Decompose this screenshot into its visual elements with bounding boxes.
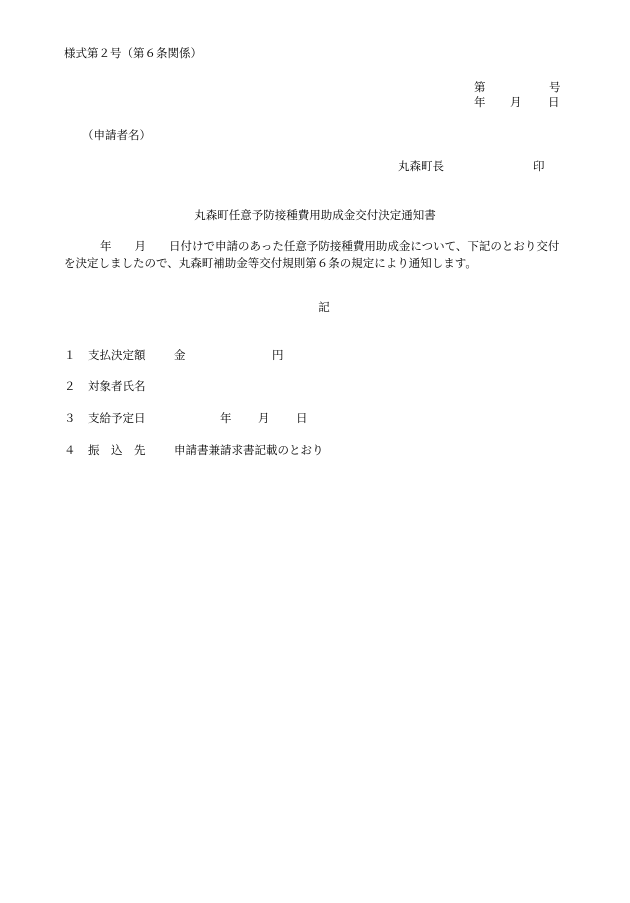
- scheduled-day-label: 日: [296, 411, 308, 425]
- seal-mark: 印: [533, 159, 545, 173]
- document-title: 丸森町任意予防接種費用助成金交付決定通知書: [194, 208, 436, 222]
- date-month-label: 月: [510, 95, 522, 109]
- item-recipient-name: [64, 381, 174, 393]
- issuer-name: 丸森町長: [398, 159, 444, 173]
- transfer-destination-value: 申請書兼請求書記載のとおり: [174, 443, 324, 457]
- amount-unit: 円: [272, 348, 284, 362]
- item-label: 支払決定額: [88, 348, 146, 362]
- document-number-prefix: 第: [474, 80, 486, 94]
- item-label: 支給予定日: [88, 411, 146, 425]
- item-number: ２: [64, 379, 76, 393]
- scheduled-month-label: 月: [258, 411, 270, 425]
- item-scheduled-date: [64, 413, 308, 425]
- notice-body-line-1: 年 月 日付けで申請のあった任意予防接種費用助成金について、下記のとおり交付: [100, 239, 560, 253]
- document-number-suffix: 号: [549, 80, 561, 94]
- item-payment-amount: [64, 350, 284, 362]
- item-transfer-destination: [64, 445, 324, 457]
- applicant-name-placeholder: （申請者名）: [82, 128, 151, 142]
- notice-body: [64, 238, 588, 272]
- ki-heading: 記: [318, 300, 330, 314]
- date-day-label: 日: [548, 95, 560, 109]
- amount-prefix: 金: [174, 348, 186, 362]
- item-number: ３: [64, 411, 76, 425]
- item-number: ４: [64, 443, 76, 457]
- form-number: 様式第２号（第６条関係）: [64, 46, 202, 60]
- item-label: 振 込 先: [88, 443, 146, 457]
- scheduled-year-label: 年: [220, 411, 232, 425]
- notice-body-line-2: を決定しましたので、丸森町補助金等交付規則第６条の規定により通知します。: [64, 256, 477, 270]
- item-label: 対象者氏名: [88, 379, 146, 393]
- date-year-label: 年: [474, 95, 486, 109]
- item-number: １: [64, 348, 76, 362]
